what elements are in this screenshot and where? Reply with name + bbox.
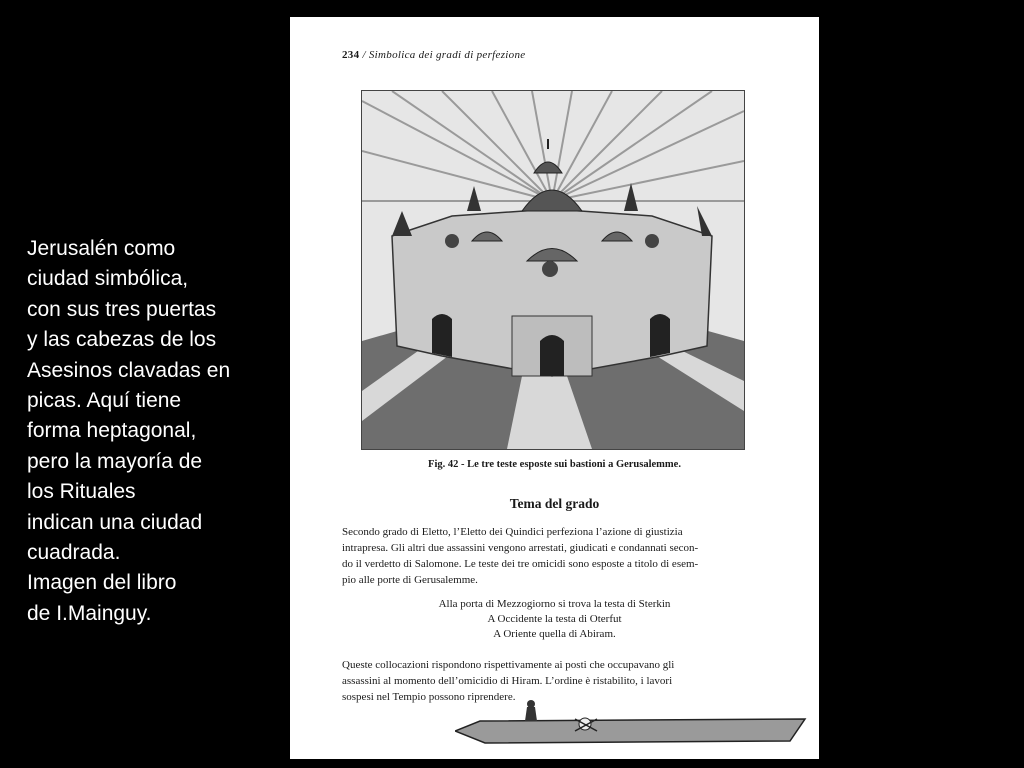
caption-line: cuadrada. — [27, 541, 121, 565]
gate-line: A Oriente quella di Abiram. — [493, 628, 616, 640]
text-line: intrapresa. Gli altri due assassini vengono arrestati, giudicati e condannati secon- — [342, 542, 699, 554]
text-line: assassini al momento dell’omicidio di Hiram. L’ordine è ristabilito, i lavori — [342, 675, 673, 687]
caption-line: Asesinos clavadas en — [27, 358, 231, 382]
caption-line: de I.Mainguy. — [27, 601, 152, 625]
slide-caption — [27, 234, 289, 629]
caption-line: los Rituales — [27, 480, 136, 504]
caption-line: Imagen del libro — [27, 571, 177, 595]
paragraph-1 — [342, 524, 784, 588]
caption-line: forma heptagonal, — [27, 419, 197, 443]
caption-line: pero la mayoría de — [27, 449, 203, 473]
jerusalem-illustration — [361, 90, 745, 450]
text-line: do il verdetto di Salomone. Le teste dei tre omicidi sono esposte a titolo di esem- — [342, 558, 699, 570]
gate-list — [290, 597, 819, 642]
caption-line: indican una ciudad — [27, 510, 203, 534]
caption-line: picas. Aquí tiene — [27, 389, 182, 413]
section-title: Tema del grado — [509, 496, 600, 511]
text-line: Secondo grado di Eletto, l’Eletto dei Quindici perfeziona l’azione di giustizia — [342, 526, 683, 538]
caption-line: y las cabezas de los — [27, 328, 217, 352]
tomb-illustration — [455, 699, 810, 751]
running-title: / Simbolica dei gradi di perfezione — [362, 49, 526, 61]
caption-line: Jerusalén como — [27, 237, 176, 260]
book-page-scan — [290, 17, 819, 759]
text-line: sospesi nel Tempio possono riprendere. — [342, 691, 516, 703]
running-head — [342, 49, 525, 61]
gate-line: Alla porta di Mezzogiorno si trova la testa di Sterkin — [438, 598, 671, 610]
text-line: Queste collocazioni rispondono rispettivamente ai posti che occupavano gli — [342, 659, 675, 671]
gate-line: A Occidente la testa di Oterfut — [487, 613, 622, 625]
figure-caption: Fig. 42 - Le tre teste esposte sui bastioni a Gerusalemme. — [428, 459, 681, 470]
page-number: 234 — [342, 49, 360, 61]
caption-line: ciudad simbólica, — [27, 267, 189, 291]
paragraph-2 — [342, 657, 784, 705]
caption-line: con sus tres puertas — [27, 297, 217, 321]
text-line: pio alle porte di Gerusalemme. — [342, 574, 478, 586]
